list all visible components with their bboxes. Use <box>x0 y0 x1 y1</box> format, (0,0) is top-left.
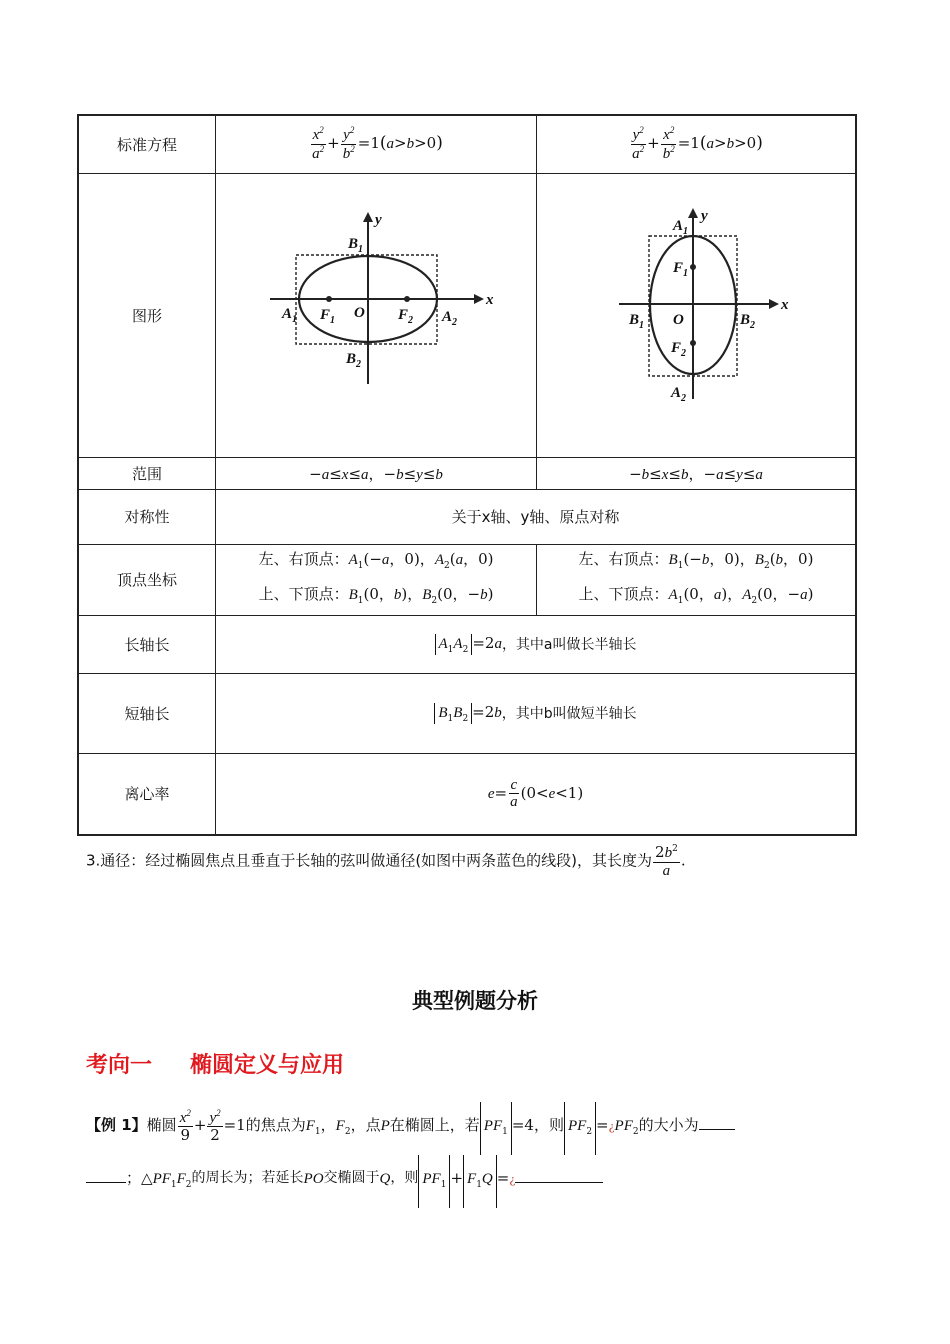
answer-blank-1-cont <box>86 1168 126 1183</box>
x-axis-label: x <box>486 292 494 308</box>
vertex-ud-label: 上、下顶点： <box>578 584 669 603</box>
ex-text: 的焦点为 <box>245 1116 306 1134</box>
major-axis-note: ，其中a叫做长半轴长 <box>501 636 637 653</box>
vertex-ud-label: 上、下顶点： <box>258 584 349 603</box>
range-horizontal: −a≤x≤a，−b≤y≤b <box>216 457 537 489</box>
x-axis-label: x <box>781 297 789 313</box>
y-axis-label: y <box>701 208 708 224</box>
vertex-horizontal: 左、右顶点：$A_1(-a$，0)，$A_2(a$，0) 上、下顶点：$B_1(0$，b)，$B_2(0$，−b) <box>216 544 537 615</box>
row-label-symmetry: 对称性 <box>78 489 216 544</box>
svg-text:A1: $A_1$ <box>673 218 689 237</box>
ex-text: 的大小为 <box>638 1116 699 1134</box>
svg-text:F2: $F_2$ <box>671 340 687 359</box>
section-title: 典型例题分析 <box>412 989 538 1013</box>
row-label-range: 范围 <box>78 457 216 489</box>
vertex-lr-label: 左、右顶点： <box>258 549 349 568</box>
row-label-minor-axis: 短轴长 <box>78 673 216 753</box>
ex-text: ，则 <box>533 1116 564 1134</box>
eccentricity-formula: e= $\frac{c}{a}$ (0<e<1) <box>216 753 856 835</box>
ex-text: ，则 <box>390 1170 419 1186</box>
subsection-title <box>86 1048 344 1079</box>
latus-rectum-note: 3.通径：经过椭圆焦点且垂直于长轴的弦叫做通径(如图中两条蓝色的线段)，其长度为 $\frac{2b^2}{a}$ . <box>86 843 686 879</box>
ex-text: ； <box>126 1169 142 1187</box>
equation-horizontal: $\frac{x^2}{a^2}$ + $\frac{y^2}{b^2}$ =1(a>b>0) <box>216 115 537 173</box>
vertical-ellipse-figure <box>537 174 855 456</box>
ex-text: 的周长为；若延长 <box>191 1170 304 1186</box>
svg-text:B2: $B_2$ <box>740 312 756 331</box>
range-vertical: −b≤x≤b，−a≤y≤a <box>537 457 857 489</box>
graph-vertical-ellipse <box>537 173 857 457</box>
note-text: 3.通径：经过椭圆焦点且垂直于长轴的弦叫做通径(如图中两条蓝色的线段)，其长度为 <box>86 851 653 870</box>
symmetry-text: 关于x轴、y轴、原点对称 <box>216 489 856 544</box>
row-label-eccentricity: 离心率 <box>78 753 216 835</box>
svg-text:A2: $A_2$ <box>442 309 458 328</box>
row-label-vertex: 顶点坐标 <box>78 544 216 615</box>
svg-text:B1: $B_1$ <box>348 236 364 255</box>
horizontal-ellipse-figure <box>216 174 534 456</box>
y-axis-label: y <box>375 212 382 228</box>
origin-label: O <box>354 305 365 321</box>
svg-text:F2: $F_2$ <box>398 307 414 326</box>
answer-blank-1 <box>699 1115 735 1130</box>
ex-text: 椭圆 <box>146 1116 177 1134</box>
origin-label: O <box>673 312 684 328</box>
vertex-lr-label: 左、右顶点： <box>578 549 669 568</box>
render-error-glyph: ¿ <box>608 1120 615 1133</box>
vertex-vertical: 左、右顶点：$B_1(-b$，0)，$B_2(b$，0) 上、下顶点：$A_1(0$，a)，$A_2(0$，−a) <box>537 544 857 615</box>
major-axis-formula: $A_1A_2 =2a$，其中a叫做长半轴长 <box>216 615 856 673</box>
row-label-standard-equation: 标准方程 <box>78 115 216 173</box>
graph-horizontal-ellipse <box>216 173 537 457</box>
ex-text: 在椭圆上，若 <box>389 1116 480 1134</box>
ex-text: 交椭圆于 <box>323 1170 380 1186</box>
svg-text:A2: $A_2$ <box>671 385 687 404</box>
answer-blank-2 <box>515 1168 603 1183</box>
ellipse-properties-table <box>77 114 857 836</box>
svg-text:F1: $F_1$ <box>320 307 336 326</box>
svg-text:F1: $F_1$ <box>673 260 689 279</box>
ex-text: ，点 <box>350 1116 381 1134</box>
example-tag: 【例 1】 <box>86 1116 147 1134</box>
example-1: 【例 1】椭圆 $\frac{x^2}{9}$ + $\frac{y^2}{2}$ =1的焦点为$F_1$，$F_2$，点P在椭圆上，若 $PF_1 =4$，则 $PF_2$ $=¿PF_2$的大小为 ；$\triangle PF_1F_2$的周长为；若延长PO交椭圆于Q，则 $PF_1 + F_1Q$ =¿ <box>86 1102 876 1208</box>
svg-text:B2: $B_2$ <box>346 351 362 370</box>
row-label-graph: 图形 <box>78 173 216 457</box>
svg-text:B1: $B_1$ <box>629 312 645 331</box>
row-label-major-axis: 长轴长 <box>78 615 216 673</box>
render-error-glyph: ¿ <box>509 1173 516 1186</box>
equation-vertical: $\frac{y^2}{a^2}$ + $\frac{x^2}{b^2}$ =1(a>b>0) <box>537 115 857 173</box>
svg-text:A1: $A_1$ <box>282 306 298 325</box>
minor-axis-formula: $B_1B_2 =2b$，其中b叫做短半轴长 <box>216 673 856 753</box>
subsection-heading: 椭圆定义与应用 <box>190 1053 345 1078</box>
subsection-number: 考向一 <box>86 1053 153 1078</box>
minor-axis-note: ，其中b叫做短半轴长 <box>501 705 637 722</box>
